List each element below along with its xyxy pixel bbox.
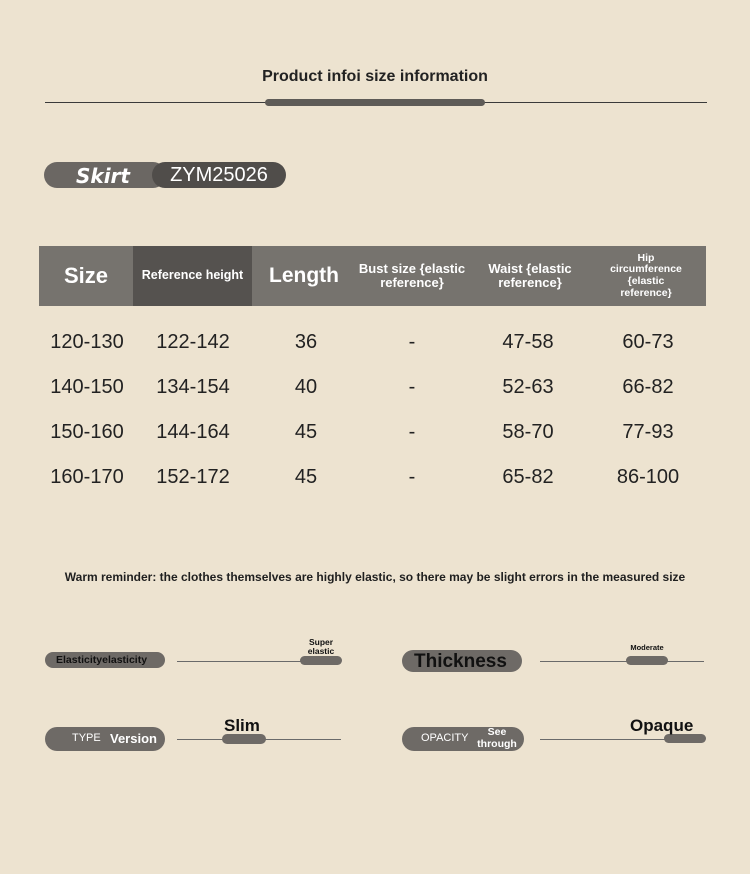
- cell-height: 144-164: [156, 420, 230, 443]
- elasticity-marker: [300, 656, 342, 665]
- cell-size: 120-130: [50, 330, 124, 353]
- table-row: [39, 460, 706, 494]
- opacity-prefix: OPACITY: [421, 732, 469, 744]
- model-number: ZYM25026: [170, 164, 268, 186]
- opacity-value: Opaque: [630, 716, 694, 735]
- type-value: Slim: [224, 716, 260, 735]
- elasticity-label: Elasticityelasticity: [56, 654, 148, 666]
- col-header-bust: Bust size {elastic reference}: [358, 260, 466, 290]
- cell-length: 40: [294, 375, 318, 398]
- cell-waist: 58-70: [502, 420, 554, 443]
- cell-size: 150-160: [50, 420, 124, 443]
- type-label: Version: [110, 731, 157, 746]
- cell-hip: 60-73: [622, 330, 674, 353]
- thickness-label: Thickness: [414, 651, 507, 672]
- cell-height: 134-154: [156, 375, 230, 398]
- cell-length: 45: [294, 465, 318, 488]
- thickness-marker: [626, 656, 668, 665]
- table-row: [39, 370, 706, 404]
- col-header-size: Size: [63, 262, 109, 288]
- cell-hip: 86-100: [616, 465, 680, 488]
- category-label: Skirt: [76, 164, 130, 188]
- cell-hip: 66-82: [622, 375, 674, 398]
- col-header-hip: Hip circumference {elastic reference}: [610, 251, 682, 299]
- elasticity-value: Super elastic: [307, 637, 335, 657]
- col-header-waist: Waist {elastic reference}: [488, 260, 572, 290]
- opacity-label: See through: [477, 726, 517, 750]
- table-row: [39, 415, 706, 449]
- cell-size: 140-150: [50, 375, 124, 398]
- cell-bust: -: [408, 420, 416, 443]
- cell-length: 36: [294, 330, 318, 353]
- cell-bust: -: [408, 330, 416, 353]
- cell-waist: 65-82: [502, 465, 554, 488]
- cell-height: 152-172: [156, 465, 230, 488]
- cell-bust: -: [408, 465, 416, 488]
- thickness-scale: [540, 661, 704, 662]
- table-row: [39, 325, 706, 359]
- title-divider-accent: [265, 99, 485, 106]
- cell-bust: -: [408, 375, 416, 398]
- col-header-length: Length: [269, 264, 339, 288]
- cell-waist: 52-63: [502, 375, 554, 398]
- warm-reminder: Warm reminder: the clothes themselves are highly elastic, so there may be slight errors in the measured size: [64, 570, 686, 584]
- cell-size: 160-170: [50, 465, 124, 488]
- page-title: Product infoi size information: [262, 68, 488, 85]
- type-prefix: TYPE: [72, 732, 101, 744]
- cell-hip: 77-93: [622, 420, 674, 443]
- thickness-value: Moderate: [630, 643, 664, 652]
- cell-length: 45: [294, 420, 318, 443]
- cell-waist: 47-58: [502, 330, 554, 353]
- cell-height: 122-142: [156, 330, 230, 353]
- col-header-height: Reference height: [141, 268, 244, 283]
